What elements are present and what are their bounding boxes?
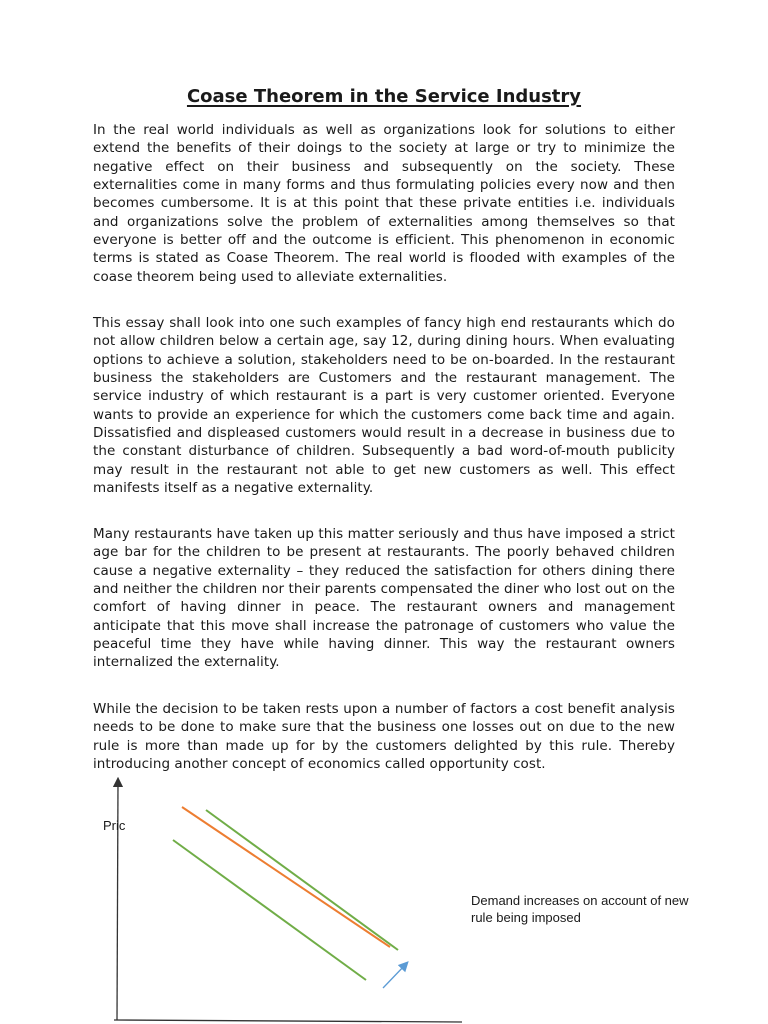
- page-title: Coase Theorem in the Service Industry: [186, 86, 582, 107]
- paragraph-age-bar: Many restaurants have taken up this matter seriously and thus have imposed a strict age bar for the children to be present at restaurants. The poorly behaved children cause a negative externality – they reduced the satisfaction for others dining there and neither the children nor their parents compensated the diner who lost out on the comfort of having dinner in peace. The restaurant owners and management anticipate that this move shall increase the patronage of customers who value the peaceful time they have while having dinner. This way the restaurant owners internalized the externality.: [93, 526, 675, 671]
- y-axis-label: Pric: [103, 818, 126, 833]
- graph-annotation: Demand increases on account of new rule being imposed: [471, 893, 689, 925]
- x-axis: [114, 1020, 462, 1022]
- paragraph-restaurant-example: This essay shall look into one such examples of fancy high end restaurants which do not allow children below a certain age, say 12, during dining hours. When evaluating options to achieve a solution, stakeholders need to be on-boarded. In the restaurant business the stakeholders are Customers and the restaurant management. The service industry of which restaurant is a part is very customer oriented. Everyone wants to provide an experience for which the customers come back time and again. Dissatisfied and displeased customers would result in a decrease in business due to the constant disturbance of children. Subsequently a bad word-of-mouth publicity may result in the restaurant not able to get new customers as well. This effect manifests itself as a negative externality.: [93, 315, 675, 497]
- demand-curve-shifted-orange: [182, 807, 390, 947]
- demand-curve-original: [173, 840, 366, 980]
- shift-arrow: [383, 964, 406, 988]
- paragraph-cost-benefit: While the decision to be taken rests upon a number of factors a cost benefit analysis needs to be done to make sure that the business one losses out on due to the new rule is more than made up for by the customers delighted by this rule. Thereby introducing another concept of economics called opportunity cost.: [93, 701, 675, 773]
- demand-curve-shifted-green: [206, 810, 398, 950]
- paragraph-intro: In the real world individuals as well as organizations look for solutions to either extend the benefits of their doings to the society at large or try to minimize the negative effect on their business and subsequently on the society. These externalities come in many forms and thus formulating policies every now and then becomes cumbersome. It is at this point that these private entities i.e. individuals and organizations solve the problem of externalities among themselves so that everyone is better off and the outcome is efficient. This phenomenon in economic terms is stated as Coase Theorem. The real world is flooded with examples of the coase theorem being used to alleviate externalities.: [93, 122, 675, 285]
